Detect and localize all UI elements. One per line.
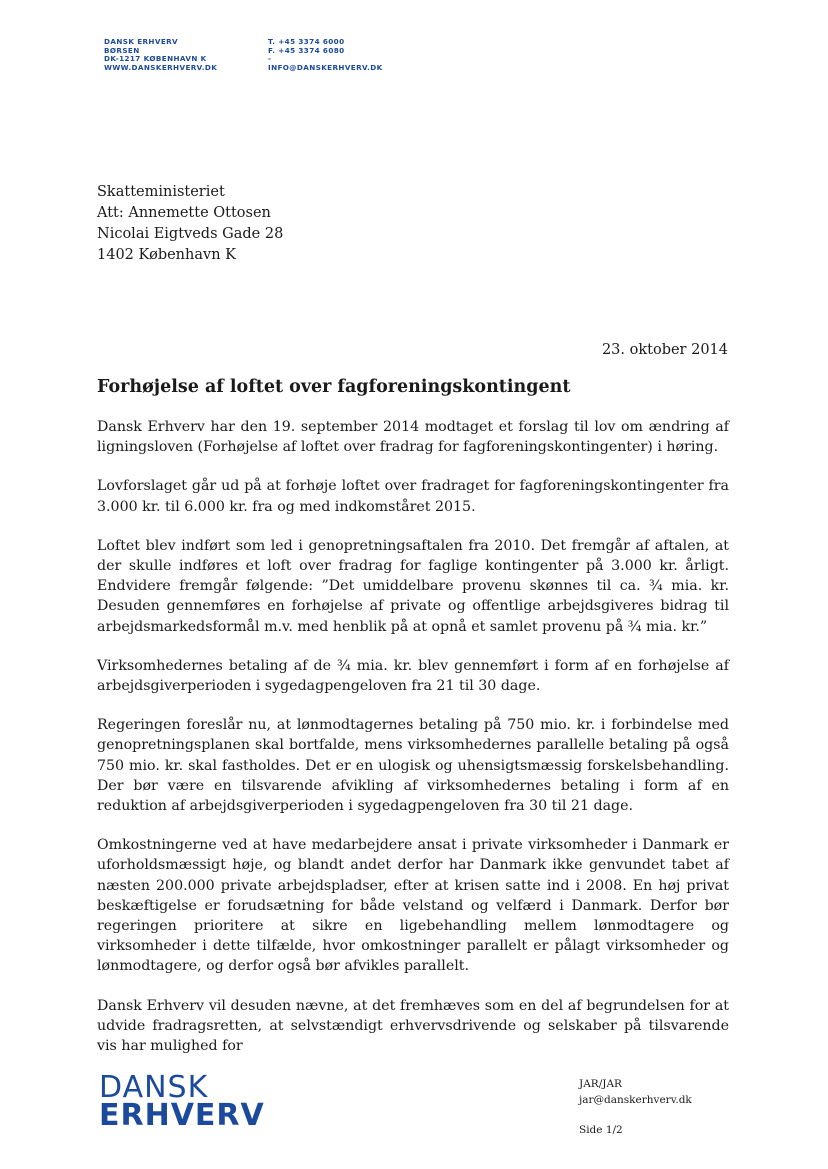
- letterhead-company: DANSK ERHVERV: [104, 37, 179, 46]
- letter-subject: Forhøjelse af loftet over fagforeningskontingent: [97, 377, 571, 397]
- recipient-street: Nicolai Eigtveds Gade 28: [97, 226, 284, 242]
- footer-email[interactable]: jar@danskerhverv.dk: [579, 1094, 692, 1106]
- paragraph: Dansk Erhverv har den 19. september 2014 modtaget et forslag til lov om ændring af ligningsloven (Forhøjelse af loftet over fradrag for fagforeningskontingenter) i høring.: [97, 419, 729, 456]
- page-number: Side 1/2: [579, 1124, 623, 1136]
- letter-date: 23. oktober 2014: [601, 342, 728, 358]
- letter-footer: [579, 1076, 692, 1138]
- paragraph: Omkostningerne ved at have medarbejdere ansat i private virksomheder i Danmark er uforholdsmæssigt høje, og blandt andet derfor har Danmark ikke genvundet tabet af næsten 200.000 private arbejdspladser, efter at krisen satte ind i 2008. En høj privat beskæftigelse er forudsætning for både velstand og velfærd i Danmark. Derfor bør regeringen prioritere at sikre en ligebehandling mellem lønmodtagere og virksomheder i dette tilfælde, hvor omkostninger parallelt er pålagt virksomheder og lønmodtagere, og derfor også bør afvikles parallelt.: [97, 837, 729, 975]
- letterhead-contact: [268, 38, 383, 72]
- letterhead-email[interactable]: INFO@DANSKERHVERV.DK: [268, 62, 383, 72]
- recipient-attention: Att: Annemette Ottosen: [97, 205, 271, 221]
- letterhead-dash: -: [268, 54, 272, 64]
- letterhead-website[interactable]: WWW.DANSKERHVERV.DK: [104, 62, 218, 72]
- dansk-erhverv-logo: [99, 1070, 265, 1133]
- recipient-name: Skatteministeriet: [97, 184, 225, 200]
- letterhead-phone: T. +45 3374 6000: [268, 37, 345, 46]
- logo-line-2: ERHVERV: [99, 1098, 265, 1133]
- recipient-address: [97, 182, 283, 266]
- logo-line-1: DANSK: [99, 1070, 209, 1105]
- letterhead-fax: F. +45 3374 6080: [268, 45, 345, 55]
- paragraph: Lovforslaget går ud på at forhøje loftet over fradraget for fagforeningskontingenter fra 3.000 kr. til 6.000 kr. fra og med indkomståret 2015.: [97, 478, 729, 515]
- letterhead-address: [104, 38, 217, 72]
- letterhead-building: BØRSEN: [104, 45, 140, 55]
- paragraph: Loftet blev indført som led i genopretningsaftalen fra 2010. Det fremgår af aftalen, at der skulle indføres et loft over fradrag for faglige kontingenter på 3.000 kr. årligt. Endvidere fremgår følgende: ”Det umiddelbare provenu skønnes til ca. ¾ mia. kr. Desuden gennemføres en forhøjelse af private og offentlige arbejdsgiveres bidrag til arbejdsmarkedsformål m.v. med henblik på at opnå et samlet provenu på ¾ mia. kr.”: [97, 537, 729, 635]
- letter-body: [97, 417, 729, 1075]
- recipient-city: 1402 København K: [97, 247, 236, 263]
- paragraph: Virksomhedernes betaling af de ¾ mia. kr. blev gennemført i form af en forhøjelse af arbejdsgiverperioden i sygedagpengeloven fra 21 til 30 dage.: [97, 657, 729, 695]
- letterhead-postal: DK-1217 KØBENHAVN K: [104, 54, 207, 64]
- paragraph: Dansk Erhverv vil desuden nævne, at det fremhæves som en del af begrundelsen for at udvide fradragsretten, at selvstændigt erhvervsdrivende og selskaber på tilsvarende vis har mulighed for: [97, 997, 729, 1055]
- footer-initials: JAR/JAR: [579, 1078, 622, 1090]
- paragraph: Regeringen foreslår nu, at lønmodtagernes betaling på 750 mio. kr. i forbindelse med genopretningsplanen skal bortfalde, mens virksomhedernes parallelle betaling på også 750 mio. kr. skal fastholdes. Det er en ulogisk og uhensigtsmæssig forskelsbehandling. Der bør være en tilsvarende afvikling af virksomhedernes betaling i form af en reduktion af arbejdsgiverperioden i sygedagpengeloven fra 30 til 21 dage.: [97, 717, 729, 815]
